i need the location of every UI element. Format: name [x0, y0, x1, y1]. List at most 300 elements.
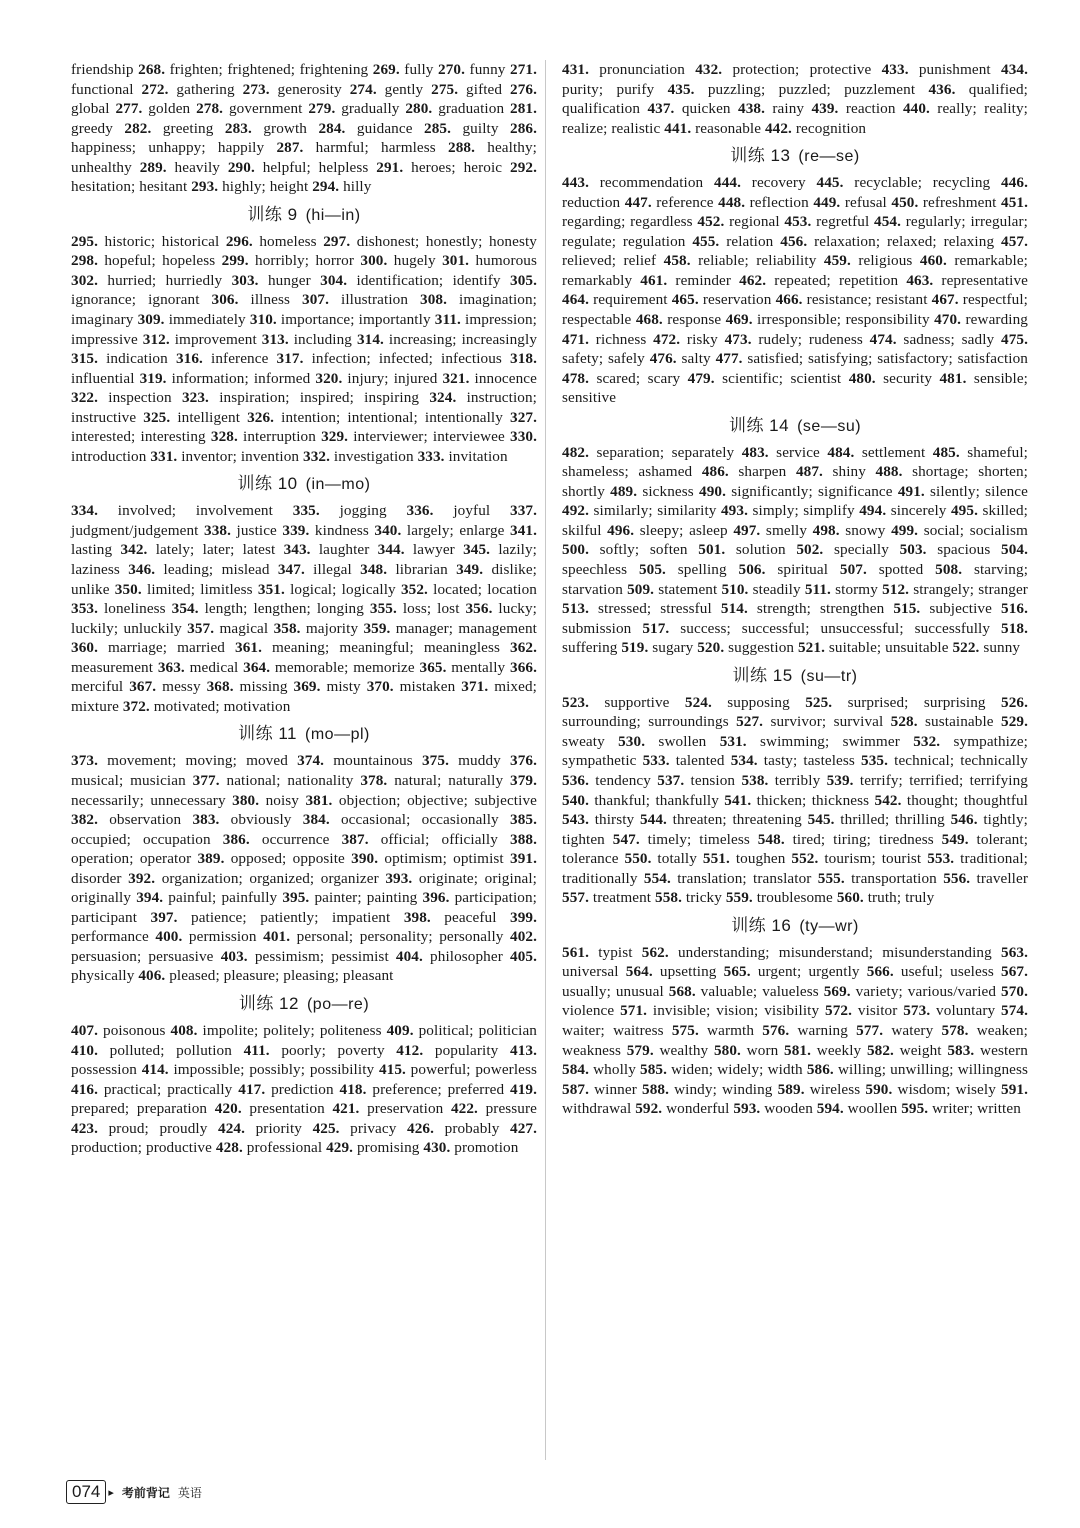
entry-number: 369.: [293, 678, 321, 696]
entry-number: 544.: [639, 811, 667, 829]
entry-number: 490.: [699, 482, 726, 500]
entry-number: 455.: [692, 232, 720, 250]
section-title: 训练 9: [247, 204, 298, 224]
entry-number: 358.: [273, 619, 301, 637]
entry-number: 531.: [719, 732, 747, 750]
entry-number: 470.: [934, 311, 962, 329]
entry-number: 463.: [906, 271, 934, 289]
entry-number: 568.: [668, 982, 696, 1000]
entry-number: 513.: [562, 600, 589, 618]
entry-number: 297.: [323, 232, 351, 250]
entry-number: 357.: [187, 619, 215, 637]
entry-number: 587.: [562, 1080, 589, 1098]
entry-number: 310.: [249, 311, 277, 329]
entry-number: 477.: [715, 350, 743, 368]
entry-number: 337.: [510, 502, 538, 520]
entry-number: 580.: [713, 1041, 741, 1059]
entry-number: 468.: [635, 311, 663, 329]
section-heading: [71, 716, 537, 751]
entry-number: 429.: [326, 1139, 354, 1157]
entry-number: 339.: [282, 521, 310, 539]
word-list: friendship 268. frighten; frightened; frightening 269. fully 270. funny 271. functional 272. gathering 273. generosity 274. gently 275. gifted 276. global 277. golden 278. government 279. gradually 280. graduation 281. greedy 282. greeting 283. growth 284. guidance 285. guilty 286. happiness; unhappy; happily 287. harmful; harmless 288. healthy; unhealthy 289. heavily 290. helpful; helpless 291. heroes; heroic 292. hesitation; hesitant 293. highly; height 294. hilly: [71, 61, 538, 196]
entry-number: 398.: [403, 908, 431, 926]
left-column: [71, 60, 537, 1158]
entry-number: 516.: [1001, 600, 1028, 618]
entry-number: 532.: [913, 732, 941, 750]
entry-number: 352.: [400, 580, 428, 598]
entry-number: 541.: [724, 791, 752, 809]
entry-number: 574.: [1001, 1002, 1028, 1020]
entry-number: 476.: [649, 350, 677, 368]
entry-number: 313.: [261, 330, 289, 348]
entry-number: 416.: [71, 1080, 98, 1098]
entry-number: 381.: [305, 791, 333, 809]
entry-number: 592.: [635, 1100, 663, 1118]
entry-number: 360.: [71, 639, 98, 657]
entry-number: 347.: [277, 561, 305, 579]
entry-number: 433.: [881, 61, 909, 78]
section-title: 训练 14: [728, 415, 790, 435]
entry-number: 493.: [720, 502, 748, 520]
entry-number: 534.: [730, 752, 758, 770]
book-title: 考前背记: [121, 1485, 170, 1500]
entry-number: 320.: [315, 369, 343, 387]
entry-number: 303.: [231, 271, 259, 289]
entry-number: 457.: [1001, 232, 1028, 250]
entry-number: 288.: [448, 139, 476, 157]
entry-number: 292.: [510, 158, 538, 176]
entry-number: 400.: [155, 928, 183, 946]
entry-number: 565.: [723, 963, 751, 981]
entry-number: 296.: [225, 232, 253, 250]
entry-number: 537.: [657, 771, 685, 789]
entry-number: 572.: [825, 1002, 853, 1020]
entry-number: 423.: [71, 1119, 98, 1137]
entry-number: 485.: [932, 443, 960, 461]
entry-number: 315.: [71, 350, 98, 368]
section-range: (mo—pl): [305, 726, 370, 744]
entry-number: 411.: [243, 1041, 270, 1059]
entry-number: 558.: [655, 889, 683, 907]
entry-number: 480.: [848, 369, 876, 387]
entry-number: 547.: [612, 830, 640, 848]
entry-number: 418.: [339, 1080, 367, 1098]
entry-number: 506.: [738, 561, 766, 579]
entry-number: 409.: [386, 1021, 414, 1039]
entry-number: 448.: [718, 193, 746, 211]
entry-number: 521.: [797, 639, 825, 657]
page-number: 074: [66, 1480, 106, 1504]
entry-number: 525.: [805, 693, 833, 711]
entry-number: 535.: [861, 752, 889, 770]
entry-number: 405.: [510, 947, 538, 965]
entry-number: 509.: [627, 580, 655, 598]
entry-number: 431.: [562, 61, 589, 78]
entry-number: 555.: [817, 869, 845, 887]
entry-number: 575.: [671, 1021, 699, 1039]
entry-number: 283.: [224, 119, 252, 137]
entry-number: 367.: [129, 678, 157, 696]
entry-number: 434.: [1001, 61, 1028, 78]
section-range: (re—se): [798, 148, 860, 166]
entry-number: 500.: [562, 541, 589, 559]
entry-number: 436.: [928, 80, 956, 98]
entry-number: 421.: [332, 1100, 360, 1118]
entry-number: 275.: [431, 80, 459, 98]
entry-number: 505.: [638, 561, 666, 579]
entry-number: 294.: [312, 178, 340, 196]
entry-number: 384.: [302, 811, 330, 829]
entry-number: 312.: [142, 330, 170, 348]
entry-number: 487.: [795, 463, 823, 481]
entry-number: 395.: [282, 889, 310, 907]
entry-number: 350.: [114, 580, 142, 598]
entry-number: 595.: [901, 1100, 929, 1118]
entry-number: 435.: [667, 80, 695, 98]
entry-number: 327.: [510, 408, 537, 426]
entry-number: 559.: [725, 889, 753, 907]
entry-number: 563.: [1001, 943, 1028, 961]
entry-number: 576.: [762, 1021, 790, 1039]
entry-number: 342.: [120, 541, 148, 559]
section-heading: [71, 986, 537, 1021]
entry-number: 498.: [812, 521, 840, 539]
entry-number: 325.: [143, 408, 171, 426]
entry-number: 293.: [191, 178, 219, 196]
entry-number: 408.: [170, 1021, 198, 1039]
entry-number: 540.: [562, 791, 589, 809]
entry-number: 528.: [890, 713, 918, 731]
entry-number: 349.: [456, 561, 484, 579]
entry-number: 454.: [874, 213, 901, 231]
entry-number: 443.: [562, 174, 589, 192]
entry-number: 362.: [510, 639, 537, 657]
entry-number: 504.: [1001, 541, 1028, 559]
entry-number: 554.: [643, 869, 671, 887]
entry-number: 401.: [263, 928, 291, 946]
entry-number: 388.: [510, 830, 537, 848]
word-list: 373. movement; moving; moved 374. mountainous 375. muddy 376. musical; musician 377. national; nationality 378. natural; naturally 379. necessarily; unnecessary 380. noisy 381. objection; objective; subjective 382. observation 383. obviously 384. occasional; occasionally 385. occupied; occupation 386. occurrence 387. official; officially 388. operation; operator 389. opposed; opposite 390. optimism; optimist 391. disorder 392. organization; organized; organizer 393. originate; original; originally 394. painful; painfully 395. painter; painting 396. participation; participant 397. patience; patiently; impatient 398. peaceful 399. performance 400. permission 401. personal; personality; personally 402. persuasion; persuasive 403. pessimism; pessimist 404. philosopher 405. physically 406. pleased; pleasure; pleasing; pleasant: [71, 752, 538, 985]
entry-number: 451.: [1001, 193, 1028, 211]
entry-number: 539.: [826, 771, 854, 789]
entry-number: 473.: [724, 330, 752, 348]
entry-number: 353.: [71, 600, 98, 618]
entry-number: 499.: [891, 521, 919, 539]
entry-number: 440.: [902, 100, 930, 118]
entry-number: 413.: [510, 1041, 537, 1059]
entry-number: 329.: [321, 428, 349, 446]
entry-number: 290.: [227, 158, 255, 176]
section-range: (se—su): [797, 417, 862, 435]
entry-number: 502.: [796, 541, 824, 559]
entry-number: 302.: [71, 271, 98, 289]
entry-number: 375.: [421, 752, 449, 770]
entry-number: 286.: [510, 119, 537, 137]
entry-number: 334.: [71, 502, 98, 520]
entry-number: 376.: [510, 752, 537, 770]
entry-number: 552.: [791, 850, 819, 868]
entry-number: 394.: [136, 889, 164, 907]
entry-number: 551.: [702, 850, 730, 868]
entry-number: 542.: [874, 791, 902, 809]
entry-number: 430.: [423, 1139, 451, 1157]
entry-number: 512.: [882, 580, 910, 598]
entry-number: 378.: [360, 771, 388, 789]
entry-number: 581.: [784, 1041, 812, 1059]
entry-number: 529.: [1001, 713, 1028, 731]
entry-number: 545.: [807, 811, 835, 829]
entry-number: 361.: [235, 639, 262, 657]
entry-number: 550.: [624, 850, 652, 868]
entry-number: 514.: [720, 600, 748, 618]
entry-number: 526.: [1001, 693, 1028, 711]
entry-number: 299.: [221, 252, 249, 270]
entry-number: 389.: [197, 850, 225, 868]
word-list: 334. involved; involvement 335. jogging 336. joyful 337. judgment/judgement 338. justice 339. kindness 340. largely; enlarge 341. lasting 342. lately; later; latest 343. laughter 344. lawyer 345. lazily; laziness 346. leading; mislead 347. illegal 348. librarian 349. dislike; unlike 350. limited; limitless 351. logical; logically 352. located; location 353. loneliness 354. length; lengthen; longing 355. loss; lost 356. lucky; luckily; unluckily 357. magical 358. majority 359. manager; management 360. marriage; married 361. meaning; meaningful; meaningless 362. measurement 363. medical 364. memorable; memorize 365. mentally 366. merciful 367. messy 368. missing 369. misty 370. mistaken 371. mixed; mixture 372. motivated; motivation: [71, 502, 538, 715]
entry-number: 584.: [562, 1061, 589, 1079]
page-footer: [66, 1480, 202, 1504]
entry-number: 331.: [150, 447, 178, 465]
entry-number: 530.: [618, 732, 646, 750]
entry-number: 471.: [562, 330, 589, 348]
entry-number: 285.: [424, 119, 452, 137]
entry-number: 589.: [777, 1080, 805, 1098]
entry-number: 491.: [897, 482, 925, 500]
entry-number: 590.: [865, 1080, 893, 1098]
entry-number: 426.: [407, 1119, 435, 1137]
entry-number: 271.: [510, 61, 537, 78]
entry-number: 489.: [610, 482, 638, 500]
entry-number: 351.: [257, 580, 285, 598]
entry-number: 445.: [816, 174, 844, 192]
entry-number: 447.: [624, 193, 652, 211]
entry-number: 344.: [377, 541, 405, 559]
section-title: 训练 15: [732, 665, 793, 685]
entry-number: 562.: [641, 943, 669, 961]
section-title: 训练 10: [237, 474, 298, 494]
entry-number: 305.: [510, 271, 538, 289]
entry-number: 488.: [875, 463, 903, 481]
entry-number: 560.: [836, 889, 864, 907]
word-list: 482. separation; separately 483. service 484. settlement 485. shameful; shameless; ashamed 486. sharpen 487. shiny 488. shortage; shorten; shortly 489. sickness 490. significantly; significance 491. silently; silence 492. similarly; similarity 493. simply; simplify 494. sincerely 495. skilled; skilful 496. sleepy; asleep 497. smelly 498. snowy 499. social; socialism 500. softly; soften 501. solution 502. specially 503. spacious 504. speechless 505. spelling 506. spiritual 507. spotted 508. starving; starvation 509. statement 510. steadily 511. stormy 512. strangely; stranger 513. stressed; stressful 514. strength; strengthen 515. subjective 516. submission 517. success; successful; unsuccessful; successfully 518. suffering 519. sugary 520. suggestion 521. suitable; unsuitable 522. sunny: [562, 443, 1029, 657]
entry-number: 324.: [429, 389, 457, 407]
entry-number: 277.: [115, 100, 143, 118]
entry-number: 370.: [366, 678, 394, 696]
section-heading: [71, 466, 537, 501]
entry-number: 386.: [222, 830, 250, 848]
entry-number: 522.: [952, 639, 980, 657]
entry-number: 536.: [562, 771, 589, 789]
entry-number: 355.: [369, 600, 397, 618]
entry-number: 422.: [450, 1100, 478, 1118]
entry-number: 307.: [302, 291, 330, 309]
entry-number: 588.: [642, 1080, 669, 1098]
entry-number: 567.: [1001, 963, 1029, 981]
section-heading: [562, 658, 1028, 693]
entry-number: 460.: [919, 252, 947, 270]
word-list: 561. typist 562. understanding; misunderstand; misunderstanding 563. universal 564. upsetting 565. urgent; urgently 566. useful; useless 567. usually; unusual 568. valuable; valueless 569. variety; various/varied 570. violence 571. invisible; vision; visibility 572. visitor 573. voluntary 574. waiter; waitress 575. warmth 576. warning 577. watery 578. weaken; weakness 579. wealthy 580. worn 581. weekly 582. weight 583. western 584. wholly 585. widen; widely; width 586. willing; unwilling; willingness 587. winner 588. windy; winding 589. wireless 590. wisdom; wisely 591. withdrawal 592. wonderful 593. wooden 594. woollen 595. writer; written: [562, 943, 1029, 1118]
entry-number: 397.: [150, 908, 178, 926]
entry-number: 328.: [210, 428, 238, 446]
entry-number: 556.: [943, 869, 971, 887]
word-list: 443. recommendation 444. recovery 445. recyclable; recycling 446. reduction 447. reference 448. reflection 449. refusal 450. refreshment 451. regarding; regardless 452. regional 453. regretful 454. regularly; irregular; regulate; regulation 455. relation 456. relaxation; relaxed; relaxing 457. relieved; relief 458. reliable; reliability 459. religious 460. remarkable; remarkably 461. reminder 462. repeated; repetition 463. representative 464. requirement 465. reservation 466. resistance; resistant 467. respectful; respectable 468. response 469. irresponsible; responsibility 470. rewarding 471. richness 472. risky 473. rudely; rudeness 474. sadness; sadly 475. safety; safely 476. salty 477. satisfied; satisfying; satisfactory; satisfaction 478. scared; scary 479. scientific; scientist 480. security 481. sensible; sensitive: [562, 174, 1029, 407]
word-list: 295. historic; historical 296. homeless 297. dishonest; honestly; honesty 298. hopeful; hopeless 299. horribly; horror 300. hugely 301. humorous 302. hurried; hurriedly 303. hunger 304. identification; identify 305. ignorance; ignorant 306. illness 307. illustration 308. imagination; imaginary 309. immediately 310. importance; importantly 311. impression; impressive 312. improvement 313. including 314. increasing; increasingly 315. indication 316. inference 317. infection; infected; infectious 318. influential 319. information; informed 320. injury; injured 321. innocence 322. inspection 323. inspiration; inspired; inspiring 324. instruction; instructive 325. intelligent 326. intention; intentional; intentionally 327. interested; interesting 328. interruption 329. interviewer; interviewee 330. introduction 331. inventor; invention 332. investigation 333. invitation: [71, 232, 538, 465]
entry-number: 432.: [695, 61, 723, 78]
entry-number: 594.: [816, 1100, 844, 1118]
section-title: 训练 12: [238, 993, 299, 1013]
entry-number: 496.: [607, 521, 635, 539]
entry-number: 420.: [214, 1100, 242, 1118]
entry-number: 278.: [196, 100, 224, 118]
entry-number: 323.: [181, 389, 209, 407]
entry-number: 396.: [422, 889, 450, 907]
entry-number: 371.: [461, 678, 489, 696]
entry-number: 467.: [931, 291, 959, 309]
entry-number: 564.: [625, 963, 653, 981]
entry-number: 585.: [640, 1061, 668, 1079]
entry-number: 538.: [741, 771, 769, 789]
entry-number: 497.: [733, 521, 761, 539]
entry-number: 507.: [839, 561, 867, 579]
entry-number: 450.: [891, 193, 919, 211]
entry-number: 573.: [903, 1002, 931, 1020]
section-range: (po—re): [306, 995, 370, 1013]
entry-number: 308.: [420, 291, 448, 309]
entry-number: 424.: [218, 1119, 245, 1137]
section-title: 训练 11: [238, 724, 298, 744]
entry-number: 332.: [303, 447, 331, 465]
entry-number: 458.: [663, 252, 691, 270]
right-column: [562, 60, 1028, 1119]
entry-number: 486.: [701, 463, 729, 481]
entry-number: 482.: [562, 443, 589, 461]
entry-number: 520.: [697, 639, 725, 657]
entry-number: 593.: [733, 1100, 761, 1118]
entry-number: 583.: [947, 1041, 975, 1059]
entry-number: 501.: [698, 541, 726, 559]
entry-number: 527.: [736, 713, 764, 731]
word-list: 523. supportive 524. supposing 525. surprised; surprising 526. surrounding; surroundings 527. survivor; survival 528. sustainable 529. sweaty 530. swollen 531. swimming; swimmer 532. sympathize; sympathetic 533. talented 534. tasty; tasteless 535. technical; technically 536. tendency 537. tension 538. terribly 539. terrify; terrified; terrifying 540. thankful; thankfully 541. thicken; thickness 542. thought; thoughtful 543. thirsty 544. threaten; threatening 545. thrilled; thrilling 546. tightly; tighten 547. timely; timeless 548. tired; tiring; tiredness 549. tolerant; tolerance 550. totally 551. toughen 552. tourism; tourist 553. traditional; traditionally 554. translation; translator 555. transportation 556. traveller 557. treatment 558. tricky 559. troublesome 560. truth; truly: [562, 693, 1029, 907]
entry-number: 366.: [510, 658, 537, 676]
entry-number: 304.: [320, 271, 348, 289]
entry-number: 393.: [385, 869, 413, 887]
entry-number: 364.: [243, 658, 271, 676]
entry-number: 301.: [442, 252, 470, 270]
entry-number: 492.: [562, 502, 589, 520]
section-heading: [562, 408, 1028, 443]
entry-number: 336.: [406, 502, 434, 520]
entry-number: 483.: [741, 443, 769, 461]
entry-number: 533.: [642, 752, 670, 770]
entry-number: 553.: [927, 850, 955, 868]
entry-number: 462.: [739, 271, 767, 289]
entry-number: 321.: [442, 369, 470, 387]
entry-number: 316.: [175, 350, 203, 368]
entry-number: 578.: [941, 1021, 969, 1039]
section-range: (ty—wr): [799, 917, 859, 935]
entry-number: 515.: [893, 600, 921, 618]
entry-number: 570.: [1001, 982, 1028, 1000]
entry-number: 330.: [510, 428, 537, 446]
entry-number: 291.: [376, 158, 404, 176]
entry-number: 419.: [510, 1080, 537, 1098]
entry-number: 511.: [804, 580, 831, 598]
entry-number: 346.: [128, 561, 156, 579]
entry-number: 561.: [562, 943, 589, 961]
entry-number: 439.: [811, 100, 839, 118]
entry-number: 410.: [71, 1041, 98, 1059]
entry-number: 306.: [211, 291, 239, 309]
entry-number: 343.: [283, 541, 311, 559]
entry-number: 459.: [823, 252, 851, 270]
section-range: (in—mo): [305, 476, 371, 494]
entry-number: 461.: [640, 271, 668, 289]
entry-number: 341.: [510, 521, 537, 539]
entry-number: 571.: [620, 1002, 648, 1020]
entry-number: 298.: [71, 252, 98, 270]
entry-number: 300.: [360, 252, 388, 270]
section-heading: [562, 138, 1028, 173]
entry-number: 335.: [292, 502, 320, 520]
entry-number: 481.: [939, 369, 967, 387]
entry-number: 403.: [220, 947, 248, 965]
entry-number: 268.: [138, 61, 166, 78]
entry-number: 577.: [856, 1021, 884, 1039]
entry-number: 380.: [232, 791, 260, 809]
entry-number: 319.: [139, 369, 167, 387]
entry-number: 373.: [71, 752, 98, 770]
entry-number: 348.: [360, 561, 388, 579]
section-range: (su—tr): [800, 667, 858, 685]
entry-number: 363.: [157, 658, 185, 676]
word-list: 431. pronunciation 432. protection; protective 433. punishment 434. purity; purify 435. puzzling; puzzled; puzzlement 436. qualified; qualification 437. quicken 438. rainy 439. reaction 440. really; reality; realize; realistic 441. reasonable 442. recognition: [562, 61, 1028, 137]
arrow-icon: ▸: [108, 1486, 114, 1499]
entry-number: 425.: [312, 1119, 340, 1137]
entry-number: 441.: [664, 119, 692, 137]
entry-number: 368.: [206, 678, 234, 696]
entry-number: 546.: [950, 811, 978, 829]
entry-number: 354.: [171, 600, 199, 618]
column-divider: [545, 60, 546, 1460]
entry-number: 586.: [806, 1061, 834, 1079]
entry-number: 452.: [697, 213, 725, 231]
entry-number: 318.: [510, 350, 538, 368]
entry-number: 510.: [721, 580, 749, 598]
entry-number: 269.: [372, 61, 400, 78]
entry-number: 518.: [1001, 619, 1028, 637]
entry-number: 519.: [621, 639, 649, 657]
entry-number: 340.: [374, 521, 402, 539]
entry-number: 273.: [242, 80, 270, 98]
entry-number: 382.: [71, 811, 98, 829]
entry-number: 392.: [128, 869, 156, 887]
entry-number: 474.: [869, 330, 897, 348]
entry-number: 427.: [510, 1119, 538, 1137]
entry-number: 566.: [866, 963, 894, 981]
entry-number: 494.: [859, 502, 887, 520]
word-list: 407. poisonous 408. impolite; politely; politeness 409. political; politician 410. polluted; pollution 411. poorly; poverty 412. popularity 413. possession 414. impossible; possibly; possibility 415. powerful; powerless 416. practical; practically 417. prediction 418. preference; preferred 419. prepared; preparation 420. presentation 421. preservation 422. pressure 423. proud; proudly 424. priority 425. privacy 426. probably 427. production; productive 428. professional 429. promising 430. promotion: [71, 1021, 538, 1157]
entry-number: 412.: [396, 1041, 424, 1059]
entry-number: 280.: [405, 100, 433, 118]
entry-number: 417.: [238, 1080, 266, 1098]
entry-number: 322.: [71, 389, 98, 407]
entry-number: 438.: [738, 100, 765, 118]
entry-number: 456.: [780, 232, 808, 250]
entry-number: 508.: [935, 561, 963, 579]
entry-number: 338.: [204, 521, 232, 539]
entry-number: 472.: [653, 330, 681, 348]
entry-number: 503.: [899, 541, 927, 559]
